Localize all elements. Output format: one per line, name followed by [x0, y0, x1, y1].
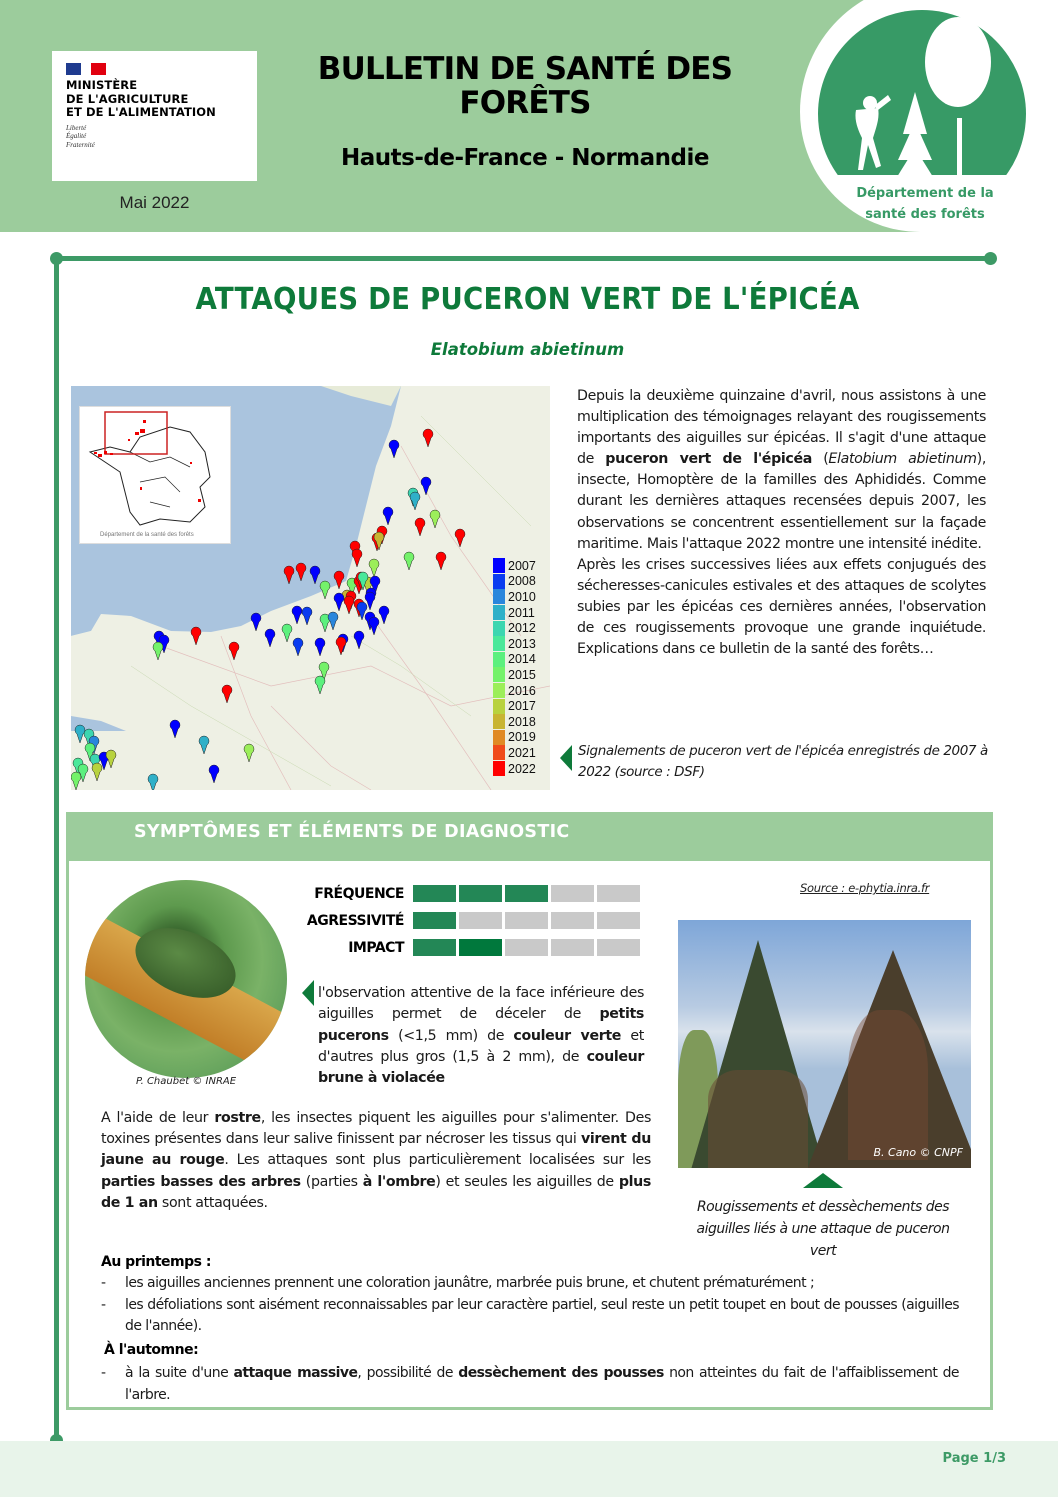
rating-cell-empty — [505, 939, 548, 956]
map-pin-2008 — [302, 607, 312, 625]
legend-swatch — [493, 683, 505, 698]
legend-label: 2014 — [508, 652, 536, 667]
legend-label: 2010 — [508, 589, 536, 604]
map-pin-2011 — [199, 736, 209, 754]
frame-end-dot — [984, 252, 997, 265]
motto-line: Liberté — [66, 123, 87, 132]
map-pin-2022 — [222, 685, 232, 703]
legend-item — [493, 636, 536, 652]
inset-caption: Département de la santé des forêts — [100, 532, 194, 538]
text-run: ) et seules les aiguilles de — [435, 1173, 619, 1190]
map-caption: Signalements de puceron vert de l'épicéa enregistrés de 2007 à 2022 (source : DSF) — [578, 743, 988, 780]
legend-label: 2019 — [508, 730, 536, 745]
france-outline — [80, 407, 230, 532]
map-pin-2016 — [244, 744, 254, 762]
map-pin-2022 — [334, 571, 344, 589]
map-pin-2007 — [209, 765, 219, 783]
spruce-photo — [678, 920, 971, 1168]
map-pin-2011 — [75, 725, 85, 743]
motto-line: Fraternité — [66, 140, 95, 149]
map-pin-2022 — [284, 566, 294, 584]
spring-list-item: - les défoliations sont aisément reconnaissables par leur caractère partiel, seul reste un petit toupet en bout de pousses (aiguilles de l'année). — [101, 1296, 959, 1334]
ministry-name-line: ET DE L'ALIMENTATION — [66, 105, 216, 119]
legend-item — [493, 730, 536, 746]
map-pin-2022 — [296, 563, 306, 581]
map-pin-2007 — [292, 606, 302, 624]
legend-item — [493, 714, 536, 730]
rating-cell-filled — [413, 939, 456, 956]
intro-paragraph: Après les crises successives liées aux effets conjugués des sécheresses-canicules estivales et des attaques de scolytes subies par les épicéas ces dernières années, l'observation de ces rougissements provoque une grande inquiétude. Explications dans ce bulletin de la santé des forêts… — [577, 556, 986, 658]
obs-pointer-icon — [302, 980, 314, 1006]
legend-swatch — [493, 745, 505, 760]
map-pin-2022 — [229, 642, 239, 660]
autumn-list — [101, 1363, 959, 1406]
map-pin-2007 — [310, 566, 320, 584]
symptoms-title: SYMPTÔMES ET ÉLÉMENTS DE DIAGNOSTIC — [134, 822, 570, 842]
legend-item — [493, 761, 536, 777]
rating-label: IMPACT — [348, 939, 404, 956]
rating-cell-empty — [597, 885, 640, 902]
map-pin-2014 — [315, 676, 325, 694]
rating-cell-empty — [551, 912, 594, 929]
emphasis: rostre — [214, 1110, 261, 1126]
map-pin-2007 — [251, 613, 261, 631]
rating-cell-empty — [597, 939, 640, 956]
ministry-name-line: MINISTÈRE — [66, 78, 138, 92]
rating-cell-empty — [551, 885, 594, 902]
map-pin-2015 — [153, 642, 163, 660]
tree-photo-caption: Rougissements et dessèchements des aiguilles liés à une attaque de puceron vert — [696, 1199, 950, 1259]
legend-item — [493, 589, 536, 605]
map-pin-2022 — [436, 552, 446, 570]
map-pin-2011 — [148, 774, 158, 790]
bulletin-title-line: BULLETIN DE SANTÉ DES — [317, 51, 733, 87]
map-pin-2022 — [415, 518, 425, 536]
map-pin-2022 — [191, 627, 201, 645]
frame-left-line — [54, 256, 59, 1442]
caption-pointer-icon — [560, 745, 572, 771]
text-run: , les insectes piquent les aiguilles pour s'alimenter. Des toxines présentes dans leur salive finissent par nécroser les tissus qui — [101, 1110, 651, 1148]
tree-caption-pointer-icon — [803, 1173, 843, 1188]
ministry-logo — [52, 51, 257, 181]
legend-swatch — [493, 714, 505, 729]
motto-line: Égalité — [66, 132, 87, 140]
footer-bar — [0, 1441, 1058, 1497]
emphasis: plus de 1 an — [101, 1173, 651, 1211]
frame-top-line — [56, 256, 990, 261]
legend-label: 2022 — [508, 761, 536, 776]
legend-swatch — [493, 574, 505, 589]
rating-row — [294, 907, 643, 934]
autumn-list-item: - à la suite d'une attaque massive, possibilité de dessèchement des pousses non atteintes du fait de l'affaiblissement de l'arbre. — [101, 1365, 959, 1403]
legend-label: 2016 — [508, 683, 536, 698]
spring-list — [101, 1273, 959, 1338]
autumn-heading: À l'automne: — [104, 1342, 199, 1358]
map-pin-2007 — [334, 593, 344, 611]
france-inset-map — [79, 406, 231, 544]
observation-text: l'observation attentive de la face inférieure des aiguilles permet de déceler de petits pucerons (<1,5 mm) de couleur verte et d'autres plus gros (1,5 à 2 mm), de couleur brune à violacée — [318, 985, 644, 1087]
map-pin-2014 — [282, 624, 292, 642]
map-pin-2016 — [369, 559, 379, 577]
legend-item — [493, 698, 536, 714]
map-pin-2017 — [92, 763, 102, 781]
bulletin-region: Hauts-de-France - Normandie — [341, 145, 709, 171]
species-name: Elatobium abietinum — [430, 340, 625, 359]
risk-rating — [294, 880, 643, 961]
bulletin-title — [270, 52, 780, 120]
legend-item — [493, 605, 536, 621]
rating-cell-filled — [413, 885, 456, 902]
map-pin-2016 — [430, 510, 440, 528]
map-pin-2007 — [265, 629, 275, 647]
legend-label: 2017 — [508, 699, 536, 714]
bulletin-date: Mai 2022 — [119, 193, 190, 212]
rating-label: AGRESSIVITÉ — [306, 912, 404, 929]
rating-label: FRÉQUENCE — [314, 885, 404, 902]
intro-paragraph: Depuis la deuxième quinzaine d'avril, nous assistons à une multiplication des témoignages relayant des rougissements importants des aiguilles sur épicéas. Il s'agit d'une attaque de puceron vert de l'épicéa (Elatobium abietinum), insecte, Homoptère de la familles des Aphididés. Comme durant les dernières attaques recensées depuis 2007, les observations se concentrent essentiellement sur la façade maritime. Mais l'attaque 2022 montre une intensité inédite. — [577, 388, 986, 552]
text-run: . Les attaques sont plus particulièrement localisées sur les — [224, 1152, 651, 1169]
ministry-name-line: DE L'AGRICULTURE — [66, 91, 189, 106]
page-number: Page 1/3 — [942, 1451, 1006, 1466]
legend-swatch — [493, 667, 505, 682]
legend-swatch — [493, 558, 505, 573]
map-pin-2007 — [383, 507, 393, 525]
rating-cell-empty — [597, 912, 640, 929]
legend-item — [493, 652, 536, 668]
map-pin-2008 — [293, 638, 303, 656]
map-pin-2007 — [354, 631, 364, 649]
map-pin-2015 — [404, 552, 414, 570]
rating-cell-empty — [459, 912, 502, 929]
dsf-logo — [818, 10, 1028, 175]
map-pin-2007 — [170, 720, 180, 738]
dsf-department-label — [830, 183, 1020, 225]
dsf-label-line: Département de la — [856, 186, 994, 201]
emphasis: à l'ombre — [362, 1173, 436, 1190]
map-pin-2022 — [352, 549, 362, 567]
tree-photo-credit: B. Cano © CNPF — [873, 1146, 963, 1159]
map-pin-2022 — [455, 529, 465, 547]
legend-swatch — [493, 605, 505, 620]
legend-item — [493, 620, 536, 636]
map-legend — [493, 558, 536, 776]
map-pin-2007 — [315, 638, 325, 656]
legend-swatch — [493, 652, 505, 667]
french-flag-icon — [66, 63, 106, 75]
source-link[interactable]: Source : e-phytia.inra.fr — [800, 881, 930, 895]
rating-row — [294, 934, 643, 961]
legend-label: 2015 — [508, 667, 536, 682]
observation-map — [71, 386, 550, 790]
spring-heading: Au printemps : — [101, 1254, 211, 1270]
legend-label: 2013 — [508, 636, 536, 651]
legend-item — [493, 574, 536, 590]
text-run: sont attaquées. — [157, 1194, 268, 1211]
rating-cell-filled — [413, 912, 456, 929]
highlight-species: puceron vert de l'épicéa — [605, 451, 812, 468]
legend-swatch — [493, 589, 505, 604]
dsf-label-line: santé des forêts — [865, 207, 985, 222]
rostre-paragraph — [101, 1108, 651, 1214]
legend-swatch — [493, 730, 505, 745]
emphasis: virent du jaune au rouge — [101, 1131, 651, 1169]
rating-cell-empty — [551, 939, 594, 956]
legend-swatch — [493, 699, 505, 714]
map-pin-2007 — [389, 440, 399, 458]
text-run: (parties — [300, 1173, 363, 1190]
frame-corner-dot — [50, 252, 63, 265]
emphasis: parties basses des arbres — [101, 1173, 301, 1190]
map-pin-2015 — [320, 581, 330, 599]
map-pin-2015 — [71, 772, 81, 790]
legend-label: 2008 — [508, 574, 536, 589]
rating-cell-empty — [505, 912, 548, 929]
legend-label: 2021 — [508, 745, 536, 760]
bulletin-title-line: FORÊTS — [459, 85, 591, 121]
text-run: A l'aide de leur — [101, 1110, 215, 1126]
legend-label: 2012 — [508, 621, 536, 636]
aphid-photo-credit: P. Chaubet © INRAE — [135, 1076, 237, 1087]
rating-cell-filled — [459, 939, 502, 956]
aphid-photo — [85, 880, 287, 1078]
rating-cell-filled — [505, 885, 548, 902]
forest-logo-icon — [818, 10, 1028, 175]
rating-row — [294, 880, 643, 907]
intro-text — [577, 386, 986, 660]
map-pin-2007 — [379, 606, 389, 624]
spring-list-item: - les aiguilles anciennes prennent une coloration jaunâtre, marbrée puis brune, et chutent prématurément ; — [101, 1275, 815, 1291]
legend-swatch — [493, 761, 505, 776]
map-pin-2022 — [423, 429, 433, 447]
legend-label: 2007 — [508, 558, 536, 573]
legend-swatch — [493, 621, 505, 636]
species-italic: Elatobium abietinum — [828, 451, 977, 468]
legend-item — [493, 745, 536, 761]
legend-item — [493, 667, 536, 683]
legend-label: 2011 — [508, 605, 535, 620]
map-pin-2007 — [421, 477, 431, 495]
legend-item — [493, 558, 536, 574]
legend-swatch — [493, 636, 505, 651]
legend-item — [493, 683, 536, 699]
legend-label: 2018 — [508, 714, 536, 729]
rating-cell-filled — [459, 885, 502, 902]
article-title: ATTAQUES DE PUCERON VERT DE L'ÉPICÉA — [195, 282, 860, 317]
